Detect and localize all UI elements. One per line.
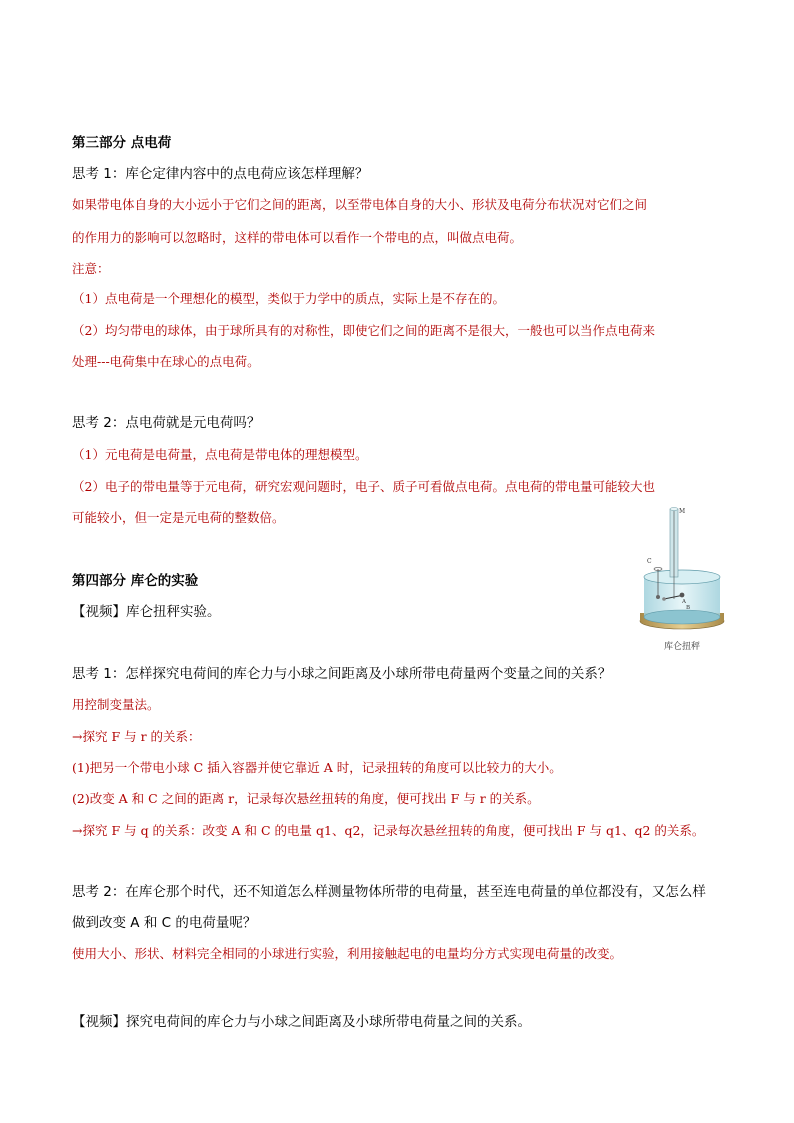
figure-caption: 库仑扭秤 [663, 642, 700, 652]
label-a: A [682, 599, 686, 605]
section4-r-intro: →探究 F 与 r 的关系： [72, 729, 201, 744]
section4-answer-1: 用控制变量法。 [72, 697, 160, 712]
section4-answer-2: 使用大小、形状、材料完全相同的小球进行实验，利用接触起电的电量均分方式实现电荷量的改变。 [72, 946, 623, 961]
section3-heading: 第三部分 点电荷 [72, 135, 172, 151]
section4-video-2: 【视频】探究电荷间的库仑力与小球之间距离及小球所带电荷量之间的关系。 [72, 1014, 531, 1030]
section4-video-1: 【视频】库仑扭秤实验。 [72, 604, 221, 620]
section3-answer-2-1: （1）元电荷是电荷量，点电荷是带电体的理想模型。 [72, 447, 368, 462]
section4-question-2-line2: 做到改变 A 和 C 的电荷量呢？ [72, 915, 257, 931]
section4-r-step-2: (2)改变 A 和 C 之间的距离 r，记录每次悬丝扭转的角度，便可找出 F 与 r 的关系。 [72, 791, 540, 806]
section3-note-1: （1）点电荷是一个理想化的模型，类似于力学中的质点，实际上是不存在的。 [72, 291, 505, 306]
section3-answer-2-2-line2: 可能较小，但一定是元电荷的整数倍。 [72, 510, 285, 525]
section4-heading: 第四部分 库仑的实验 [72, 573, 199, 589]
torsion-balance-figure [636, 503, 728, 653]
label-b: B [686, 605, 691, 611]
section4-q-relation: →探究 F 与 q 的关系：改变 A 和 C 的电量 q1、q2，记录每次悬丝扭转的角度，便可找出 F 与 q1、q2 的关系。 [72, 823, 705, 838]
section3-note-2-line2: 处理---电荷集中在球心的点电荷。 [72, 354, 260, 369]
section4-r-step-1: (1)把另一个带电小球 C 插入容器并使它靠近 A 时，记录扭转的角度可以比较力的大小。 [72, 760, 562, 775]
section4-question-2-line1: 思考 2：在库仑那个时代，还不知道怎么样测量物体所带的电荷量，甚至连电荷量的单位都没有，又怎么样 [72, 884, 706, 900]
label-m: M [679, 508, 686, 515]
section3-answer-1-line2: 的作用力的影响可以忽略时，这样的带电体可以看作一个带电的点，叫做点电荷。 [72, 230, 523, 245]
label-c: C [647, 558, 652, 565]
section3-question-1: 思考 1：库仑定律内容中的点电荷应该怎样理解？ [72, 166, 369, 182]
section3-answer-1-line1: 如果带电体自身的大小远小于它们之间的距离，以至带电体自身的大小、形状及电荷分布状况对它们之间 [72, 197, 648, 212]
section3-question-2: 思考 2：点电荷就是元电荷吗？ [72, 415, 261, 431]
section4-question-1: 思考 1：怎样探究电荷间的库仑力与小球之间距离及小球所带电荷量两个变量之间的关系？ [72, 666, 612, 682]
section3-note-label: 注意： [72, 261, 110, 276]
section3-answer-2-2-line1: （2）电子的带电量等于元电荷，研究宏观问题时，电子、质子可看做点电荷。点电荷的带电量可能较大也 [72, 479, 655, 494]
section3-note-2-line1: （2）均匀带电的球体，由于球所具有的对称性，即使它们之间的距离不是很大，一般也可以当作点电荷来 [72, 323, 655, 338]
torsion-balance-illustration [636, 503, 728, 639]
